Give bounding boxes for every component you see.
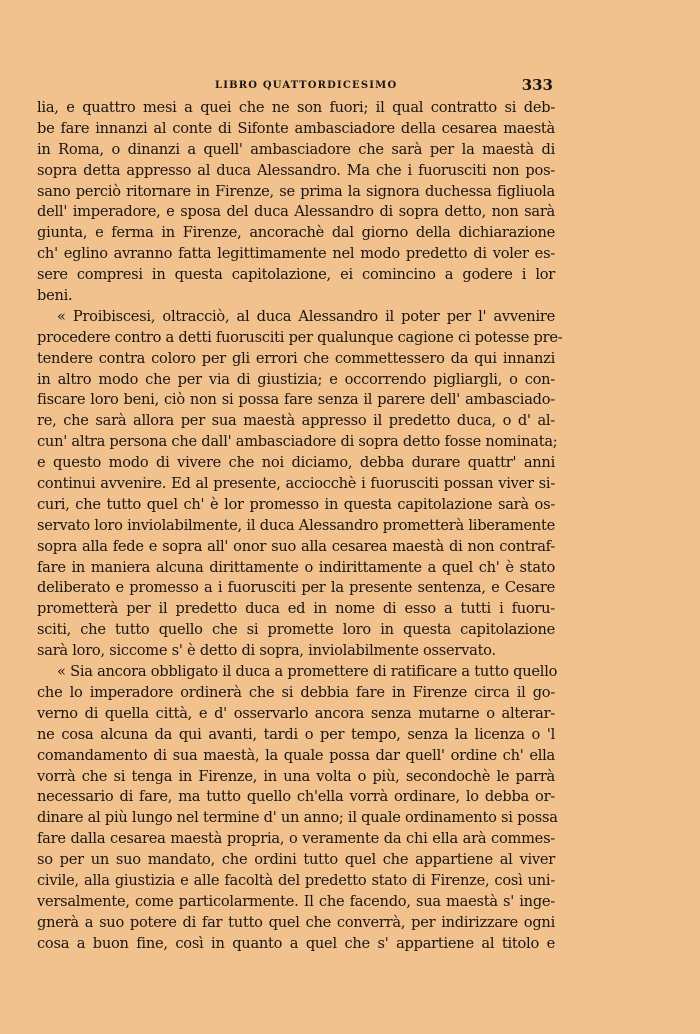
text-line: dinare al più lungo nel termine d' un anno; il quale ordinamento si possa	[37, 809, 558, 827]
text-line: comandamento di sua maestà, la quale possa dar quell' ordine ch' ella	[37, 746, 555, 764]
text-line: in Roma, o dinanzi a quell' ambasciadore che sarà per la maestà di	[37, 140, 555, 158]
text-line: che lo imperadore ordinerà che si debbia fare in Firenze circa il go-	[37, 683, 555, 701]
text-line: prometterà per il predetto duca ed in nome di esso a tutti i fuoru-	[37, 600, 555, 618]
text-line: in altro modo che per via di giustizia; e occorrendo pigliargli, o con-	[37, 370, 555, 388]
text-line: fare dalla cesarea maestà propria, o veramente da chi ella arà commes-	[37, 830, 555, 848]
text-line: continui avvenire. Ed al presente, acciocchè i fuorusciti possan viver si-	[37, 475, 555, 493]
text-line: cosa a buon fine, così in quanto a quel che s' appartiene al titolo e	[37, 934, 555, 952]
text-line: dell' imperadore, e sposa del duca Alessandro di sopra detto, non sarà	[37, 203, 555, 221]
page-number: 333	[521, 76, 553, 94]
text-line: be fare innanzi al conte di Sifonte ambasciadore della cesarea maestà	[37, 119, 555, 137]
text-line: servato loro inviolabilmente, il duca Alessandro prometterà liberamente	[37, 516, 555, 534]
text-line: re, che sarà allora per sua maestà appresso il predetto duca, o d' al-	[37, 412, 555, 430]
text-line: sopra alla fede e sopra all' onor suo alla cesarea maestà di non contraf-	[37, 537, 555, 555]
text-line: sciti, che tutto quello che si promette loro in questa capitolazione	[37, 621, 555, 639]
text-line: verno di quella città, e d' osservarlo ancora senza mutarne o alterar-	[37, 704, 555, 722]
text-line: sarà loro, siccome s' è detto di sopra, inviolabilmente osservato.	[37, 642, 496, 660]
book-page	[37, 76, 563, 955]
text-line: vorrà che si tenga in Firenze, in una volta o più, secondochè le parrà	[37, 767, 555, 785]
running-head	[37, 76, 555, 98]
text-line: curi, che tutto quel ch' è lor promesso in questa capitolazione sarà os-	[37, 495, 555, 513]
text-line: so per un suo mandato, che ordini tutto quel che appartiene al viver	[37, 851, 555, 869]
text-line: deliberato e promesso a i fuorusciti per la presente sentenza, e Cesare	[37, 579, 555, 597]
text-line: necessario di fare, ma tutto quello ch'ella vorrà ordinare, lo debba or-	[37, 788, 555, 806]
text-line: « Sia ancora obbligato il duca a promettere di ratificare a tutto quello	[57, 663, 558, 681]
text-line: ch' eglino avranno fatta legittimamente nel modo predetto di voler es-	[37, 245, 555, 263]
text-line: fare in maniera alcuna dirittamente o indirittamente a quel ch' è stato	[37, 558, 555, 576]
text-line: ne cosa alcuna da qui avanti, tardi o per tempo, senza la licenza o 'l	[37, 725, 555, 743]
text-line: e questo modo di vivere che noi diciamo, debba durare quattr' anni	[37, 454, 555, 472]
text-line: « Proibiscesi, oltracciò, al duca Alessandro il poter per l' avvenire	[57, 307, 555, 325]
text-line: fiscare loro beni, ciò non si possa fare senza il parere dell' ambasciado-	[37, 391, 555, 409]
body-text	[37, 98, 563, 955]
text-line: giunta, e ferma in Firenze, ancorachè dal giorno della dichiarazione	[37, 224, 555, 242]
text-line: civile, alla giustizia e alle facoltà del predetto stato di Firenze, così uni-	[37, 871, 555, 889]
text-line: sopra detta appresso al duca Alessandro. Ma che i fuorusciti non pos-	[37, 161, 555, 179]
text-line: lia, e quattro mesi a quei che ne son fuori; il qual contratto si deb-	[37, 99, 555, 116]
text-line: sere compresi in questa capitolazione, ei comincino a godere i lor	[37, 266, 555, 284]
text-line: versalmente, come particolarmente. Il che facendo, sua maestà s' inge-	[37, 892, 555, 910]
text-line: cun' altra persona che dall' ambasciadore di sopra detto fosse nominata;	[37, 433, 558, 451]
text-line: sano perciò ritornare in Firenze, se prima la signora duchessa figliuola	[37, 182, 555, 200]
text-line: gnerà a suo potere di far tutto quel che converrà, per indirizzare ogni	[37, 913, 555, 931]
text-line: beni.	[37, 287, 73, 305]
text-line: tendere contra coloro per gli errori che commettessero da qui innanzi	[37, 349, 555, 367]
text-line: procedere contro a detti fuorusciti per qualunque cagione ci potesse pre-	[37, 328, 563, 346]
running-title: LIBRO QUATTORDICESIMO	[215, 80, 398, 91]
